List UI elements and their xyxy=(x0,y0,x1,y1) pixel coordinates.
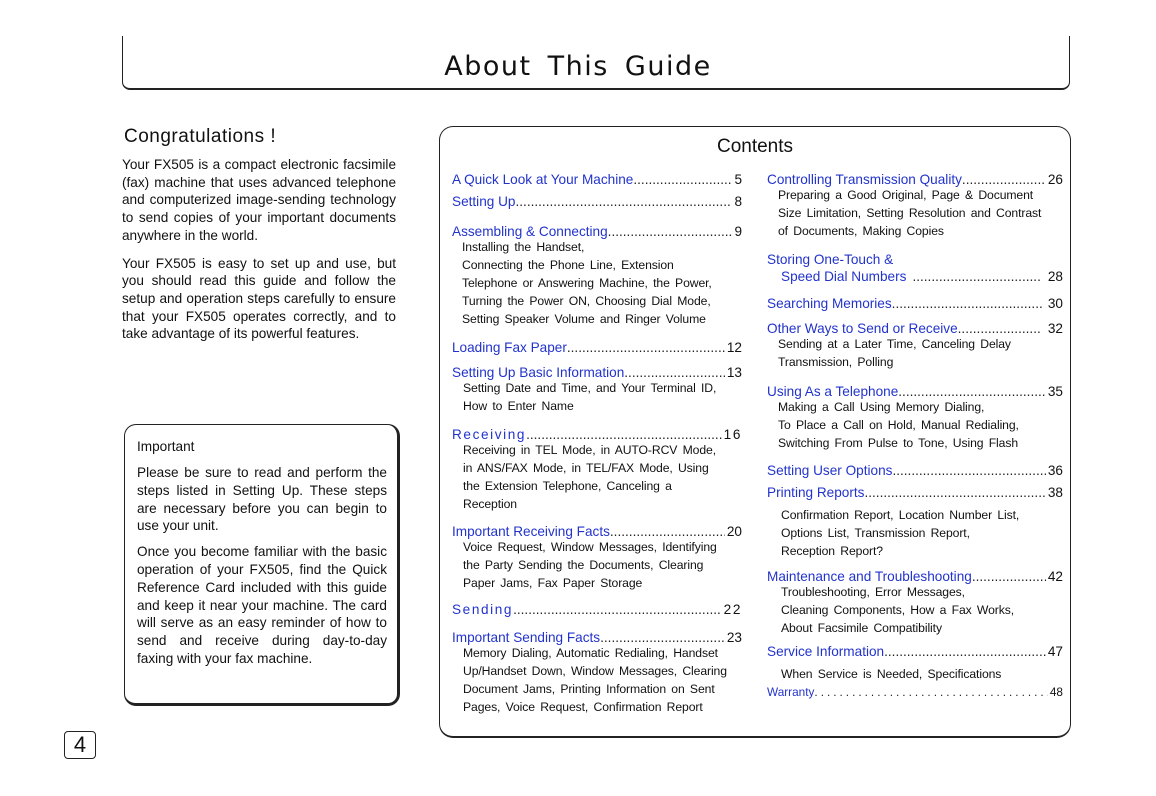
toc-subtopic-line: Receiving in TEL Mode, in AUTO-RCV Mode, xyxy=(463,443,716,457)
toc-subtopic-line: of Documents, Making Copies xyxy=(778,223,944,238)
toc-entry-subtopics xyxy=(781,666,1063,684)
toc-entry-page: 48 xyxy=(1049,685,1063,699)
toc-leader-dots xyxy=(864,485,1045,500)
toc-entry[interactable] xyxy=(767,463,1063,478)
toc-entry[interactable] xyxy=(452,172,742,187)
toc-entry-subtopics xyxy=(778,399,1063,453)
toc-entry[interactable] xyxy=(452,365,742,416)
toc-subtopic-line: Reception Report? xyxy=(781,543,883,558)
toc-leader-dots xyxy=(624,365,725,380)
toc-subtopic-line: Making a Call Using Memory Dialing, xyxy=(778,400,985,414)
toc-subtopic-line: Size Limitation, Setting Resolution and Contrast xyxy=(778,205,1042,220)
toc-subtopic-line: Transmission, Polling xyxy=(778,354,894,369)
toc-leader-dots xyxy=(912,269,1041,284)
toc-entry-title[interactable]: Receiving xyxy=(452,427,527,442)
toc-entry[interactable] xyxy=(452,602,742,617)
toc-entry-page: 28 xyxy=(1047,269,1063,284)
toc-leader-dots xyxy=(892,296,1042,311)
toc-entry-subtopics xyxy=(778,336,1063,372)
toc-entry-subtopics xyxy=(463,380,742,416)
toc-subtopic-line: Setting Speaker Volume and Ringer Volume xyxy=(462,311,706,326)
toc-entry-title[interactable]: Sending xyxy=(452,602,514,617)
toc-leader-dots xyxy=(567,340,725,355)
toc-entry-title[interactable]: Warranty xyxy=(767,685,815,699)
toc-entry-title[interactable]: Speed Dial Numbers xyxy=(781,269,907,284)
toc-entry-page: 38 xyxy=(1047,485,1063,500)
toc-entry-page: 20 xyxy=(726,524,742,539)
toc-entry-title[interactable]: Important Sending Facts xyxy=(452,630,601,645)
toc-entry-title[interactable]: Important Receiving Facts xyxy=(452,524,610,539)
toc-entry[interactable] xyxy=(767,644,1063,659)
toc-entry-title[interactable]: Printing Reports xyxy=(767,485,865,500)
toc-entry-subtopics xyxy=(781,507,1063,561)
toc-entry[interactable] xyxy=(781,269,1063,284)
toc-entry-page: 42 xyxy=(1047,569,1063,584)
toc-entry-subtopics xyxy=(463,442,742,514)
toc-subtopic-line: Cleaning Components, How a Fax Works, xyxy=(781,602,1014,617)
toc-entry-page: 47 xyxy=(1047,644,1063,659)
toc-subtopic-line: Memory Dialing, Automatic Redialing, Handset xyxy=(463,646,718,660)
toc-subtopic-line: Setting Date and Time, and Your Terminal ID, xyxy=(463,381,717,395)
toc-entry-title[interactable]: Other Ways to Send or Receive xyxy=(767,321,958,336)
toc-subtopic-line: the Extension Telephone, Canceling a xyxy=(463,478,672,493)
toc-entry[interactable] xyxy=(452,630,742,717)
toc-subtopic-line: Sending at a Later Time, Canceling Delay xyxy=(778,337,1011,351)
intro-heading: Congratulations ! xyxy=(124,126,277,147)
toc-entry-page: 5 xyxy=(734,172,742,187)
toc-entry-title[interactable]: Using As a Telephone xyxy=(767,384,899,399)
toc-leader-dots xyxy=(600,630,725,645)
toc-subtopic-line: Switching From Pulse to Tone, Using Flash xyxy=(778,435,1019,450)
toc-entry-title[interactable]: Setting Up xyxy=(452,194,516,209)
toc-subtopic-line: in ANS/FAX Mode, in TEL/FAX Mode, Using xyxy=(463,460,709,475)
toc-leader-dots xyxy=(898,384,1046,399)
toc-subtopic-line: Reception xyxy=(463,496,517,511)
toc-entry-page: 9 xyxy=(734,224,742,239)
toc-leader-dots xyxy=(958,321,1042,336)
contents-title: Contents xyxy=(716,136,794,157)
toc-subtopic-line: the Party Sending the Documents, Clearing xyxy=(463,557,704,572)
toc-leader-dots xyxy=(884,644,1046,659)
toc-leader-dots xyxy=(515,194,732,209)
toc-subtopic-line: Paper Jams, Fax Paper Storage xyxy=(463,575,643,590)
intro-paragraph: Your FX505 is a compact electronic facsimile (fax) machine that uses advanced telephone and computerized image-sending technology to send copies of your important documents anywhere in the world. xyxy=(122,157,396,243)
toc-entry[interactable] xyxy=(452,194,742,209)
toc-entry-title[interactable]: A Quick Look at Your Machine xyxy=(452,172,634,187)
toc-entry-title[interactable]: Maintenance and Troubleshooting xyxy=(767,569,972,584)
toc-leader-dots xyxy=(513,602,722,617)
toc-entry-title[interactable]: Loading Fax Paper xyxy=(452,340,567,355)
toc-entry-subtopics xyxy=(462,239,742,329)
toc-subtopic-line: To Place a Call on Hold, Manual Redialing, xyxy=(778,417,1019,432)
toc-leader-dots xyxy=(526,427,722,442)
toc-entry-page: 12 xyxy=(726,340,742,355)
page-title: About This Guide xyxy=(444,51,712,82)
toc-entry-subtopics xyxy=(463,645,742,717)
toc-subtopic-line: When Service is Needed, Specifications xyxy=(781,667,1002,681)
toc-subtopic-line: Up/Handset Down, Window Messages, Clearing xyxy=(463,663,727,678)
page-number: 4 xyxy=(64,731,96,759)
toc-entry[interactable] xyxy=(767,569,1063,638)
toc-entry[interactable] xyxy=(767,252,1063,267)
toc-subtopic-line: Troubleshooting, Error Messages, xyxy=(781,585,965,599)
toc-subtopic-line: Installing the Handset, xyxy=(462,240,585,254)
toc-leader-dots xyxy=(608,224,733,239)
toc-entry-page: 36 xyxy=(1047,463,1063,478)
toc-entry[interactable] xyxy=(767,685,1063,699)
important-notice-box xyxy=(124,424,400,706)
toc-entry xyxy=(767,666,1063,684)
toc-entry-page: 32 xyxy=(1047,321,1063,336)
toc-subtopic-line: Telephone or Answering Machine, the Power, xyxy=(462,275,712,290)
important-title: Important xyxy=(137,439,195,454)
toc-entry-page: 22 xyxy=(723,602,742,617)
toc-entry-page: 30 xyxy=(1047,296,1063,311)
toc-entry-page: 13 xyxy=(726,365,742,380)
toc-subtopic-line: Confirmation Report, Location Number List, xyxy=(781,508,1020,522)
toc-subtopic-line: About Facsimile Compatibility xyxy=(781,620,942,635)
toc-subtopic-line: Document Jams, Printing Information on Sent xyxy=(463,681,715,696)
toc-entry[interactable] xyxy=(767,172,1063,241)
toc-entry[interactable] xyxy=(452,427,742,514)
toc-entry[interactable] xyxy=(452,524,742,593)
toc-entry-title[interactable]: Service Information xyxy=(767,644,885,659)
toc-subtopic-line: Turning the Power ON, Choosing Dial Mode, xyxy=(462,293,711,308)
toc-subtopic-line: How to Enter Name xyxy=(463,398,574,413)
toc-entry-subtopics xyxy=(463,539,742,593)
toc-entry-title[interactable]: Setting Up Basic Information xyxy=(452,365,625,380)
toc-leader-dots xyxy=(892,463,1045,478)
toc-entry-page: 35 xyxy=(1047,384,1063,399)
toc-entry-title[interactable]: Controlling Transmission Quality xyxy=(767,172,962,187)
toc-leader-dots xyxy=(972,569,1046,584)
toc-entry-title[interactable]: Assembling & Connecting xyxy=(452,224,608,239)
toc-subtopic-line: Options List, Transmission Report, xyxy=(781,525,970,540)
toc-subtopic-line: Preparing a Good Original, Page & Document xyxy=(778,188,1034,202)
toc-entry[interactable] xyxy=(767,296,1063,311)
toc-entry xyxy=(767,507,1063,561)
toc-entry[interactable] xyxy=(452,340,742,355)
toc-leader-dots xyxy=(814,685,1047,699)
toc-subtopic-line: Pages, Voice Request, Confirmation Report xyxy=(463,699,703,714)
toc-subtopic-line: Connecting the Phone Line, Extension xyxy=(462,257,674,272)
toc-entry-page: 8 xyxy=(734,194,742,209)
intro-paragraph: Your FX505 is easy to set up and use, but you should read this guide and follow the setup and operation steps carefully to ensure that your FX505 operates correctly, and to take advantage of its powerful features. xyxy=(122,255,396,342)
toc-entry-page: 23 xyxy=(726,630,742,645)
toc-entry-title[interactable]: Setting User Options xyxy=(767,463,893,478)
toc-entry-subtopics xyxy=(778,187,1063,241)
toc-entry-subtopics xyxy=(781,584,1063,638)
toc-entry[interactable] xyxy=(452,224,742,329)
intro-text xyxy=(122,156,396,353)
toc-entry[interactable] xyxy=(767,485,1063,500)
toc-leader-dots xyxy=(610,524,725,539)
important-paragraph: Once you become familiar with the basic operation of your FX505, find the Quick Reference Card included with this guide and keep it near your machine. The card will serve as an easy reminder of how to send and receive during day-to-day faxing with your fax machine. xyxy=(137,544,387,666)
toc-leader-dots xyxy=(633,172,732,187)
toc-entry-title[interactable]: Storing One-Touch & xyxy=(767,252,894,267)
toc-leader-dots xyxy=(962,172,1046,187)
toc-entry-title[interactable]: Searching Memories xyxy=(767,296,892,311)
toc-entry[interactable] xyxy=(767,321,1063,372)
toc-subtopic-line: Voice Request, Window Messages, Identifying xyxy=(463,540,717,554)
toc-entry[interactable] xyxy=(767,384,1063,453)
toc-entry-page: 16 xyxy=(723,427,742,442)
toc-entry-page: 26 xyxy=(1047,172,1063,187)
important-paragraph: Please be sure to read and perform the steps listed in Setting Up. These steps are necessary before you can begin to use your unit. xyxy=(137,465,387,534)
